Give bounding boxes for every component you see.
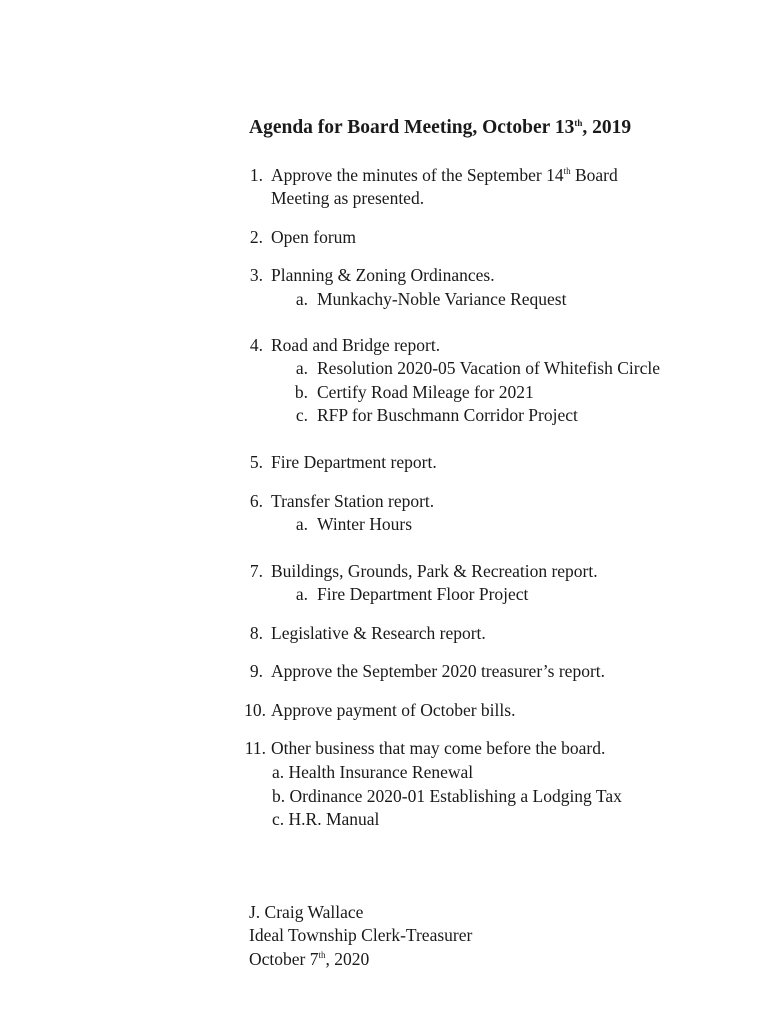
item-text: Approve the September 2020 treasurer’s report.	[271, 661, 606, 681]
item-text: Legislative & Research report.	[271, 623, 486, 643]
item-text: Approve payment of October bills.	[271, 700, 516, 720]
sub-item-text: Fire Department Floor Project	[317, 584, 529, 604]
item-number: 1.	[249, 165, 263, 185]
item-number: 7.	[249, 561, 263, 581]
sub-item-text: a. Health Insurance Renewal	[272, 762, 474, 782]
signature-date: October 7th, 2020	[249, 949, 370, 969]
item-number: 3.	[249, 265, 263, 285]
agenda-title: Agenda for Board Meeting, October 13th, 2019	[249, 117, 632, 138]
item-number: 2.	[249, 227, 263, 247]
item-number: 5.	[249, 452, 263, 472]
sub-item-letter: a.	[295, 584, 308, 604]
item-text: Fire Department report.	[271, 452, 437, 472]
item-text: Approve the minutes of the September 14th Board	[271, 165, 618, 185]
item-number: 6.	[249, 491, 263, 511]
item-number: 8.	[249, 623, 263, 643]
item-text: Road and Bridge report.	[271, 335, 441, 355]
sub-item-text: Resolution 2020-05 Vacation of Whitefish Circle	[317, 358, 660, 378]
item-text-continued: Meeting as presented.	[271, 188, 425, 208]
sub-item-letter: a.	[295, 358, 308, 378]
item-number: 4.	[249, 335, 263, 355]
item-text: Planning & Zoning Ordinances.	[271, 265, 495, 285]
item-text: Transfer Station report.	[271, 491, 435, 511]
sub-item-text: Certify Road Mileage for 2021	[317, 382, 534, 402]
item-number: 10.	[244, 700, 266, 720]
sub-item-text: Winter Hours	[317, 514, 413, 534]
sub-item-text: RFP for Buschmann Corridor Project	[317, 405, 578, 425]
item-text: Open forum	[271, 227, 357, 247]
sub-item-text: c. H.R. Manual	[272, 809, 380, 829]
sub-item-letter: c.	[295, 405, 308, 425]
signatory-name: J. Craig Wallace	[249, 902, 364, 922]
signatory-role: Ideal Township Clerk-Treasurer	[249, 925, 473, 945]
sub-item-letter: a.	[295, 514, 308, 534]
sub-item-text: b. Ordinance 2020-01 Establishing a Lodging Tax	[272, 786, 622, 806]
item-text: Buildings, Grounds, Park & Recreation report.	[271, 561, 598, 581]
item-number: 9.	[249, 661, 263, 681]
item-text: Other business that may come before the board.	[271, 738, 606, 758]
sub-item-letter: a.	[295, 289, 308, 309]
sub-item-text: Munkachy-Noble Variance Request	[317, 289, 567, 309]
sub-item-letter: b.	[294, 382, 308, 402]
item-number: 11.	[244, 738, 266, 758]
